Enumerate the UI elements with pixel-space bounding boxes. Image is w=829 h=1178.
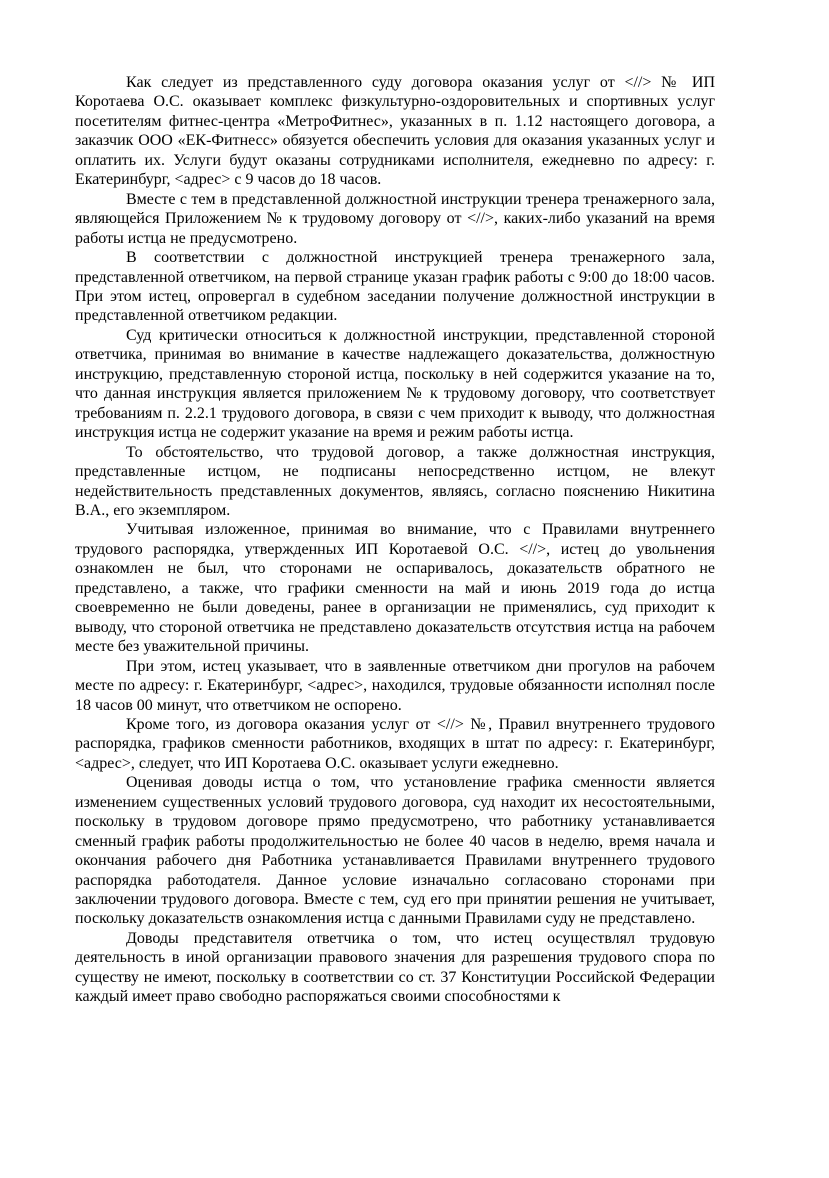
paragraph-5: То обстоятельство, что трудовой договор, а также должностная инструкция, представленные истцом, не подписаны непосредственно истцом, не влекут недействительность представленных документов, являясь, согласно пояснению Никитина В.А., его экземпляром.	[75, 443, 715, 519]
document-body	[75, 73, 715, 1007]
paragraph-3: В соответствии с должностной инструкцией тренера тренажерного зала, представленной ответчиком, на первой странице указан график работы с 9:00 до 18:00 часов. При этом истец, опровергал в судебном заседании получение должностной инструкции в представленной ответчиком редакции.	[75, 249, 715, 325]
paragraph-7: При этом, истец указывает, что в заявленные ответчиком дни прогулов на рабочем месте по адресу: г. Екатеринбург, <адрес>, находился, трудовые обязанности исполнял после 18 часов 00 минут, что ответчиком не оспорено.	[75, 657, 715, 714]
paragraph-4: Суд критически относиться к должностной инструкции, представленной стороной ответчика, принимая во внимание в качестве надлежащего доказательства, должностную инструкцию, представленную стороной истца, поскольку в ней содержится указание на то, что данная инструкция является приложением № к трудовому договору, что соответствует требованиям п. 2.2.1 трудового договора, в связи с чем приходит к выводу, что должностная инструкция истца не содержит указание на время и режим работы истца.	[75, 326, 715, 442]
paragraph-6: Учитывая изложенное, принимая во внимание, что с Правилами внутреннего трудового распорядка, утвержденных ИП Коротаевой О.С. <//>, истец до увольнения ознакомлен не был, что сторонами не оспаривалось, доказательств обратного не представлено, а также, что графики сменности на май и июнь 2019 года до истца своевременно не были доведены, ранее в организации не применялись, суд приходит к выводу, что стороной ответчика не представлено доказательств отсутствия истца на рабочем месте без уважительной причины.	[75, 521, 715, 656]
paragraph-1: Как следует из представленного суду договора оказания услуг от <//> № ИП Коротаева О.С. оказывает комплекс физкультурно-оздоровительных и спортивных услуг посетителям фитнес-центра «МетроФитнес», указанных в п. 1.12 настоящего договора, а заказчик ООО «ЕК-Фитнесс» обязуется обеспечить условия для оказания указанных услуг и оплатить их. Услуги будут оказаны сотрудниками исполнителя, ежедневно по адресу: г. Екатеринбург, <адрес> с 9 часов до 18 часов.	[75, 74, 715, 189]
paragraph-2: Вместе с тем в представленной должностной инструкции тренера тренажерного зала, являющейся Приложением № к трудовому договору от <//>, каких-либо указаний на время работы истца не предусмотрено.	[75, 190, 715, 247]
paragraph-10: Доводы представителя ответчика о том, что истец осуществлял трудовую деятельность в иной организации правового значения для разрешения трудового спора по существу не имеют, поскольку в соответствии со ст. 37 Конституции Российской Федерации каждый имеет право свободно распоряжаться своими способностями к	[75, 929, 715, 1006]
paragraph-9: Оценивая доводы истца о том, что установление графика сменности является изменением существенных условий трудового договора, суд находит их несостоятельными, поскольку в трудовом договоре прямо предусмотрено, что работнику устанавливается сменный график работы продолжительностью не более 40 часов в неделю, время начала и окончания рабочего дня Работника устанавливается Правилами внутреннего трудового распорядка работодателя. Данное условие изначально согласовано сторонами при заключении трудового договора. Вместе с тем, суд его при принятии решения не учитывает, поскольку доказательств ознакомления истца с данными Правилами суду не представлено.	[75, 774, 715, 928]
paragraph-8: Кроме того, из договора оказания услуг от <//> №, Правил внутреннего трудового распорядка, графиков сменности работников, входящих в штат по адресу: г. Екатеринбург, <адрес>, следует, что ИП Коротаева О.С. оказывает услуги ежедневно.	[75, 715, 715, 772]
